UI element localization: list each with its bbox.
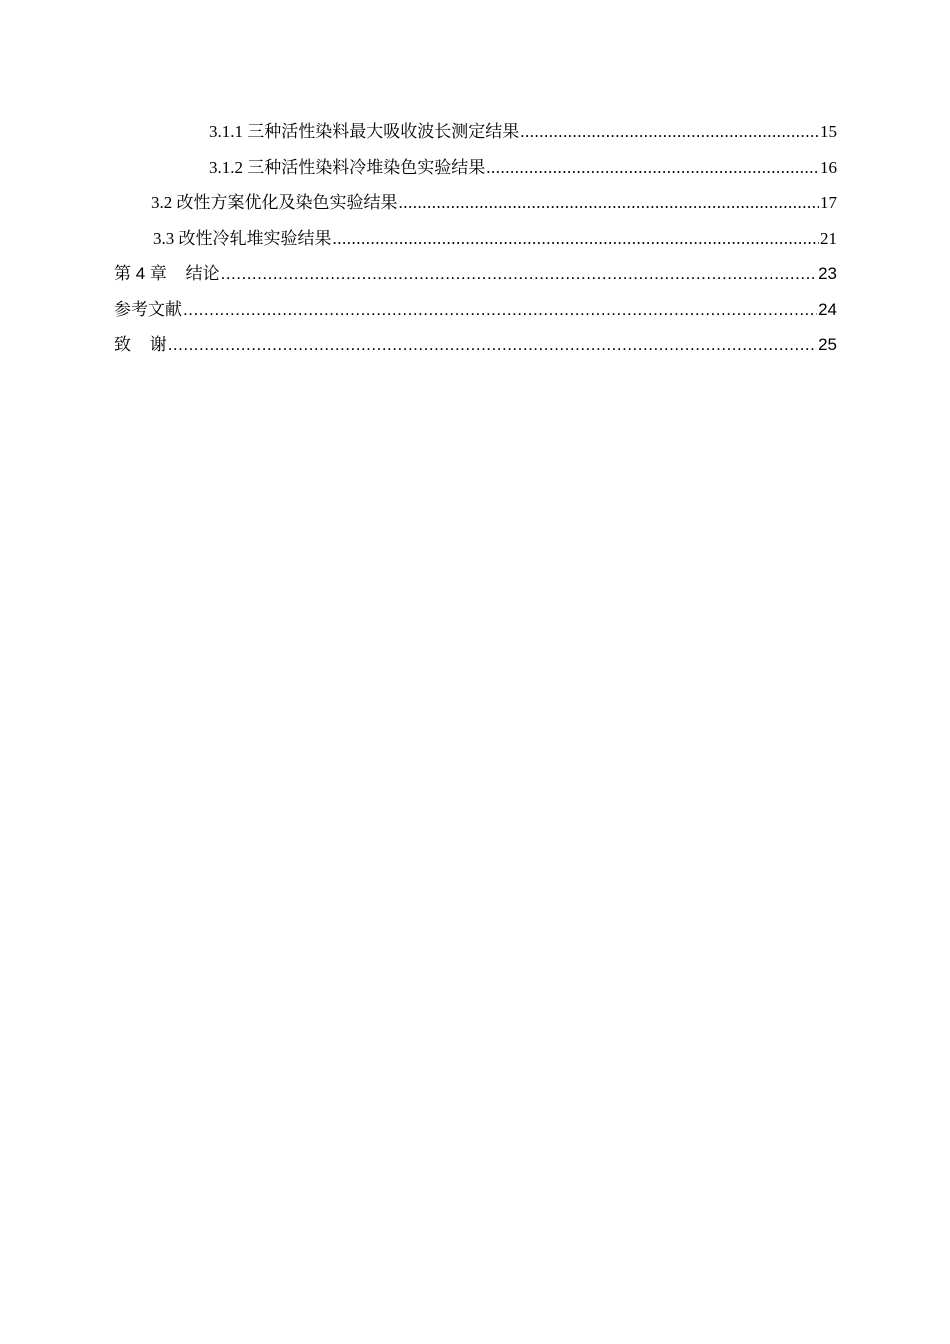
toc-entry-label xyxy=(114,256,220,292)
toc-leader-dots xyxy=(168,327,817,363)
toc-entry-label: 3.1.1 三种活性染料最大吸收波长测定结果 xyxy=(209,122,520,141)
toc-entry-3-3[interactable] xyxy=(0,221,950,257)
toc-entry-page-number: 23 xyxy=(818,264,837,283)
toc-entry-3-1-1[interactable] xyxy=(0,114,950,150)
toc-entry-acknowledgements[interactable] xyxy=(0,327,950,363)
toc-leader-dots xyxy=(486,150,819,186)
table-of-contents xyxy=(0,114,950,363)
toc-entry-3-1-2[interactable] xyxy=(0,150,950,186)
toc-ack-first-char: 致 xyxy=(114,335,131,354)
toc-chapter-number: 第 4 章 xyxy=(114,264,167,283)
toc-entry-label xyxy=(114,327,167,363)
toc-entry-label: 3.2 改性方案优化及染色实验结果 xyxy=(151,193,398,212)
toc-leader-dots xyxy=(183,292,817,328)
toc-entry-page-number: 24 xyxy=(818,299,837,319)
toc-entry-page-number: 25 xyxy=(818,335,837,354)
toc-leader-dots xyxy=(221,256,817,292)
toc-entry-label: 参考文献 xyxy=(114,299,182,319)
toc-entry-label: 3.3 改性冷轧堆实验结果 xyxy=(153,228,332,248)
toc-entry-page-number: 21 xyxy=(820,228,837,248)
toc-leader-dots xyxy=(520,114,819,150)
toc-entry-label: 3.1.2 三种活性染料冷堆染色实验结果 xyxy=(209,157,486,177)
toc-ack-second-char: 谢 xyxy=(149,335,167,354)
toc-entry-3-2[interactable] xyxy=(0,185,950,221)
toc-chapter-title: 结论 xyxy=(185,264,220,283)
toc-entry-page-number: 15 xyxy=(820,122,837,141)
toc-leader-dots xyxy=(333,221,820,257)
toc-entry-page-number: 17 xyxy=(820,193,837,212)
toc-leader-dots xyxy=(399,185,820,221)
toc-entry-chapter-4[interactable] xyxy=(0,256,950,292)
toc-entry-page-number: 16 xyxy=(820,157,837,177)
toc-entry-references[interactable] xyxy=(0,292,950,328)
